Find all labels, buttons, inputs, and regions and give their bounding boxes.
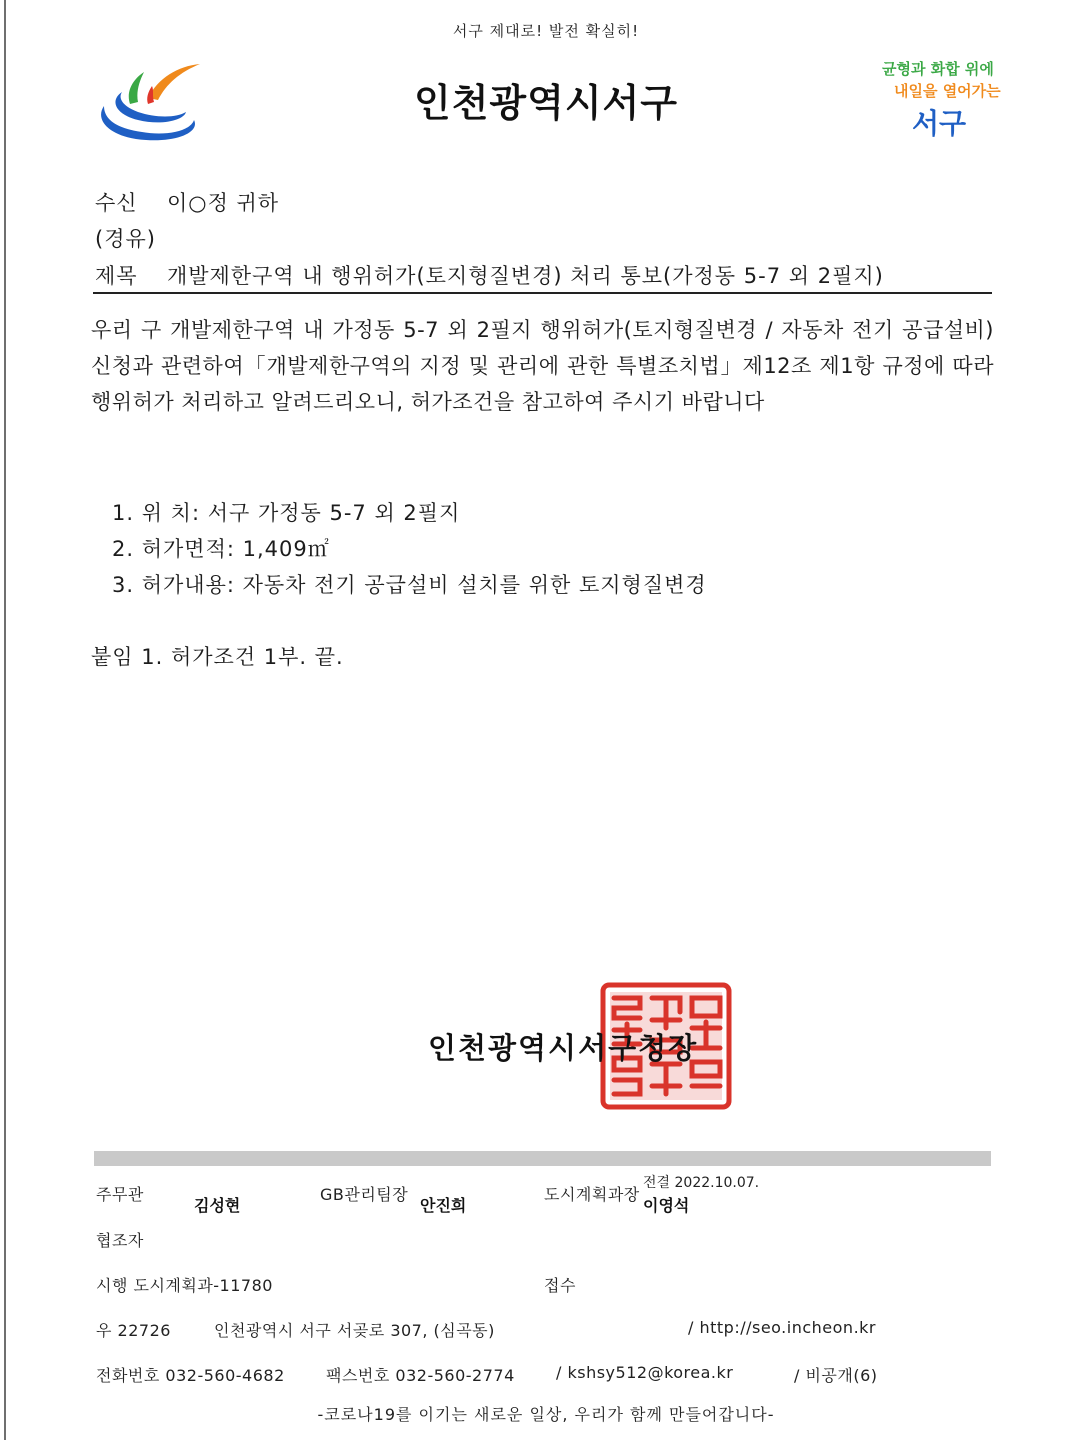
subject-value: 개발제한구역 내 행위허가(토지형질변경) 처리 통보(가정동 5-7 외 2필지)	[166, 264, 884, 288]
detail-content: 3. 허가내용: 자동차 전기 공급설비 설치를 위한 토지형질변경	[112, 573, 707, 597]
issuer-name: 인천광역시서구청장	[428, 1031, 699, 1065]
team-leader-label: GB관리팀장	[320, 1185, 409, 1204]
campaign-slogan: -코로나19를 이기는 새로운 일상, 우리가 함께 만들어갑니다-	[317, 1405, 775, 1424]
page-edge	[4, 0, 6, 1440]
recipient-value: 이○정 귀하	[166, 191, 280, 215]
enforcement-number: 시행 도시계획과-11780	[96, 1276, 273, 1295]
recipient-line	[95, 187, 279, 217]
recipient-label: 수신	[95, 191, 138, 215]
receipt-label: 접수	[544, 1276, 576, 1295]
slogan: 서구 제대로! 발전 확실히!	[452, 22, 640, 40]
approval-note: 전결 2022.10.07.	[643, 1175, 760, 1191]
slogan-logo-line-3: 서구	[912, 107, 967, 140]
disclosure-status: / 비공개(6)	[794, 1366, 878, 1385]
body-paragraph: 우리 구 개발제한구역 내 가정동 5-7 외 2필지 행위허가(토지형질변경 / 자동차 전기 공급설비) 신청과 관련하여「개발제한구역의 지정 및 관리에 관한 특별조치법」제12조 제1항 규정에 따라 행위허가 처리하고 알려드리오니, 허가조건을 참고하여 주시기 바랍니다	[91, 318, 994, 414]
detail-area: 2. 허가면적: 1,409㎡	[112, 537, 330, 561]
fax-number: 팩스번호 032-560-2774	[326, 1366, 515, 1385]
subject-line	[95, 260, 884, 290]
department-head-label: 도시계획과장	[544, 1185, 640, 1204]
drafter-label: 주무관	[96, 1185, 144, 1204]
team-leader-name: 안진희	[420, 1196, 467, 1215]
slogan-logo-line-1: 균형과 화합 위에	[882, 60, 994, 78]
subject-label: 제목	[95, 264, 138, 288]
department-head-name: 이영석	[643, 1196, 690, 1215]
postal-code: 우 22726	[96, 1321, 171, 1340]
cooperator-label: 협조자	[96, 1231, 144, 1250]
drafter-name: 김성현	[194, 1196, 241, 1215]
via-line: (경유)	[95, 227, 156, 251]
footer-divider	[94, 1151, 991, 1166]
email-address[interactable]: / kshsy512@korea.kr	[556, 1363, 734, 1382]
website-link[interactable]: / http://seo.incheon.kr	[688, 1318, 876, 1337]
subject-divider	[93, 292, 992, 294]
attachment-line: 붙임 1. 허가조건 1부. 끝.	[91, 645, 344, 669]
office-address: 인천광역시 서구 서곶로 307, (심곡동)	[214, 1321, 495, 1340]
slogan-logo	[880, 56, 1001, 152]
phone-number: 전화번호 032-560-4682	[96, 1366, 285, 1385]
slogan-logo-line-2: 내일을 열어가는	[894, 82, 1001, 100]
detail-location: 1. 위 치: 서구 가정동 5-7 외 2필지	[112, 501, 461, 525]
organization-title: 인천광역시서구	[414, 81, 678, 125]
